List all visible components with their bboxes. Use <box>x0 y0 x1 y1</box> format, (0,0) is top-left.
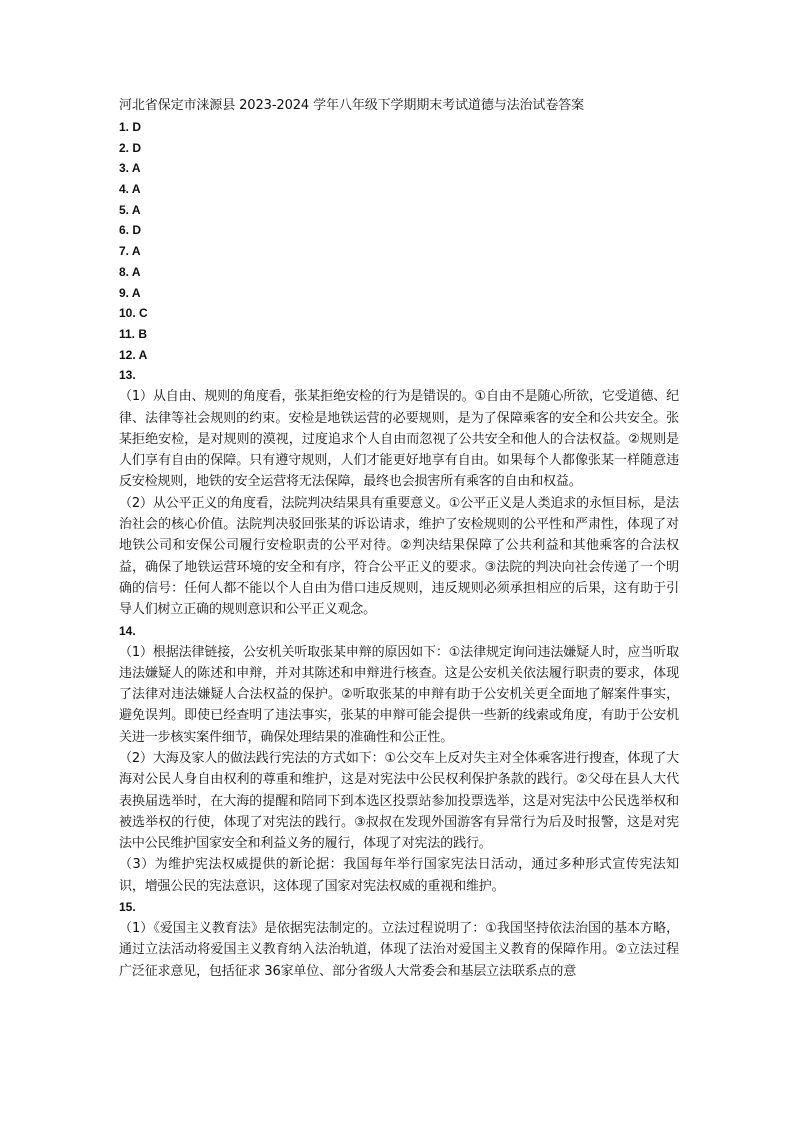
answer-item: 9. A <box>119 285 141 300</box>
multiple-choice-answers <box>119 117 679 365</box>
answer-item: 6. D <box>119 223 142 238</box>
answer-item: 7. A <box>119 244 141 259</box>
question-15-part-1: （1）《爱国主义教育法》是依据宪法制定的。立法过程说明了：①我国坚持依法治国的基本方略，通过立法活动将爱国主义教育纳入法治轨道，体现了法治对爱国主义教育的保障作用。②立法过程广泛征求意见，包括征求 36家单位、部分省级人大常委会和基层立法联系点的意 <box>119 921 679 979</box>
answer-document <box>119 96 679 982</box>
document-title: 河北省保定市涞源县 2023-2024 学年八年级下学期期末考试道德与法治试卷答案 <box>119 98 585 113</box>
answer-item: 8. A <box>119 264 141 279</box>
answer-item: 1. D <box>119 120 142 134</box>
answer-item: 5. A <box>119 202 141 217</box>
answer-item: 11. B <box>119 326 148 341</box>
question-15-number: 15. <box>119 900 136 915</box>
question-14-part-1: （1）根据法律链接，公安机关听取张某申辩的原因如下：①法律规定询问违法嫌疑人时，应当听取违法嫌疑人的陈述和申辩，并对其陈述和申辩进行核查。这是公安机关依法履行职责的要求，体现了法律对违法嫌疑人合法权益的保护。②听取张某的申辩有助于公安机关更全面地了解案件事实，避免误判。即使已经查明了违法事实，张某的申辩可能会提供一些新的线索或角度，有助于公安机关进一步核实案件细节，确保处理结果的准确性和公正性。 <box>119 644 679 745</box>
answer-item: 10. C <box>119 306 148 321</box>
answer-item: 2. D <box>119 140 142 155</box>
question-14-part-3: （3）为维护宪法权威提供的新论据：我国每年举行国家宪法日活动，通过多种形式宣传宪法知识，增强公民的宪法意识，这体现了国家对宪法权威的重视和维护。 <box>119 857 679 894</box>
question-13-part-2: （2）从公平正义的角度看，法院判决结果具有重要意义。①公平正义是人类追求的永恒目标，是法治社会的核心价值。法院判决驳回张某的诉讼请求，维护了安检规则的公平性和严肃性，体现了对地铁公司和安保公司履行安检职责的公平对待。②判决结果保障了公共利益和其他乘客的合法权益，确保了地铁运营环境的安全和有序，符合公平正义的要求。③法院的判决向社会传递了一个明确的信号：任何人都不能以个人自由为借口违反规则，违反规则必须承担相应的后果，这有助于引导人们树立正确的规则意识和公平正义观念。 <box>119 495 679 618</box>
answer-item: 12. A <box>119 347 148 362</box>
question-14-number: 14. <box>119 623 136 638</box>
question-14-part-2: （2）大海及家人的做法践行宪法的方式如下：①公交车上反对失主对全体乘客进行搜查，体现了大海对公民人身自由权利的尊重和维护，这是对宪法中公民权利保护条款的践行。②父母在县人大代表换届选举时，在大海的提醒和陪同下到本选区投票站参加投票选举，这是对宪法中公民选举权和被选举权的行使，体现了对宪法的践行。③叔叔在发现外国游客有异常行为后及时报警，这是对宪法中公民维护国家安全和利益义务的履行，体现了对宪法的践行。 <box>119 751 679 852</box>
question-13-part-1: （1）从自由、规则的角度看，张某拒绝安检的行为是错误的。①自由不是随心所欲，它受道德、纪律、法律等社会规则的约束。安检是地铁运营的必要规则，是为了保障乘客的安全和公共安全。张某拒绝安检，是对规则的漠视，过度追求个人自由而忽视了公共安全和他人的合法权益。②规则是人们享有自由的保障。只有遵守规则，人们才能更好地享有自由。如果每个人都像张某一样随意违反安检规则，地铁的安全运营将无法保障，最终也会损害所有乘客的自由和权益。 <box>119 389 679 490</box>
question-13-number: 13. <box>119 368 136 383</box>
answer-item: 3. A <box>119 161 141 176</box>
answer-item: 4. A <box>119 182 141 197</box>
